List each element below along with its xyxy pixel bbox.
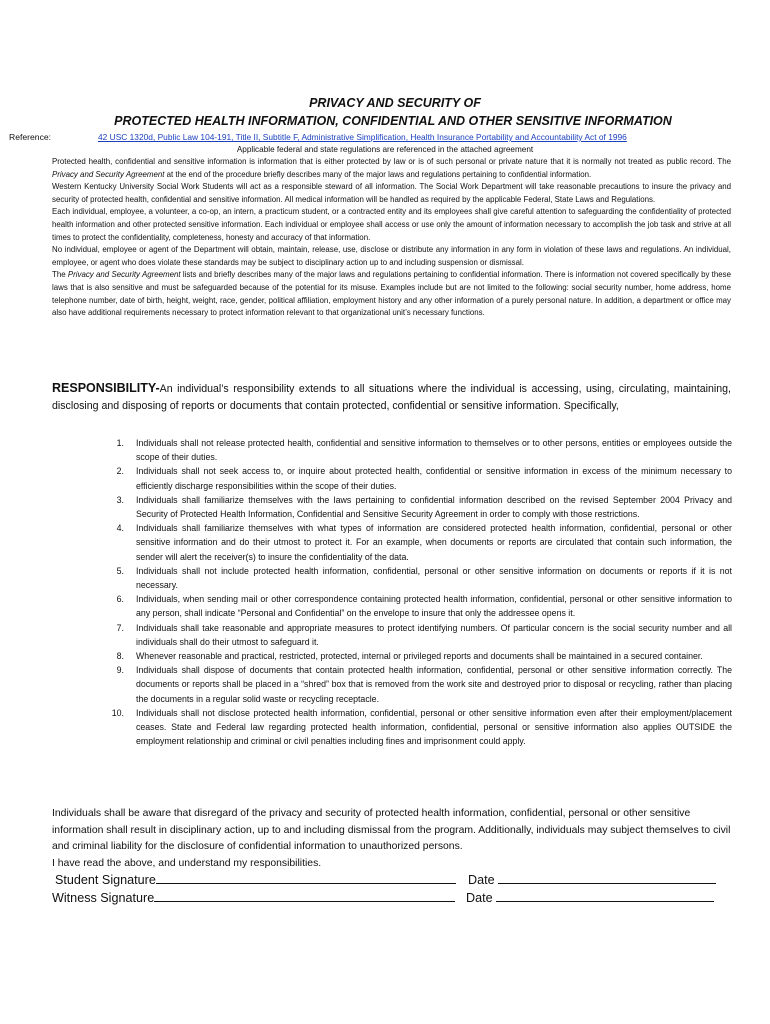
item-number: 2. <box>116 466 124 477</box>
responsibility-item <box>108 621 732 649</box>
reference-label: Reference: <box>9 132 52 142</box>
item-text: Individuals shall dispose of documents that contain protected health information, confidential, personal or other sensitive information correctly. The documents or reports shall be placed in a “shred” box that is removed from the work site and destroyed prior to disposal or recycling, rather than placing the documents in a regular solid waste or recycling receptacle. <box>136 665 732 704</box>
intro-section <box>52 156 731 320</box>
intro-paragraph-4: No individual, employee or agent of the Department will obtain, maintain, release, use, disclose or distribute any information in any form in violation of these laws and regulations. An individual, employee, or agent who does violate these standards may be subject to disciplinary action up to and including suspension or dismissal. <box>52 245 731 267</box>
responsibility-list <box>108 436 732 748</box>
closing-paragraph: Individuals shall be aware that disregard of the privacy and security of protected health information, confidential, personal or other sensitive information shall result in disciplinary action, up to and including dismissal from the program. Additionally, individuals may subject themselves to civil and criminal liability for the disclosure of confidential information to unauthorized persons. <box>52 808 731 852</box>
item-text: Individuals shall not include protected health information, confidential, personal or other sensitive information on documents or reports if it is not necessary. <box>136 565 732 591</box>
responsibility-item <box>108 592 732 620</box>
responsibility-heading: RESPONSIBILITY- <box>52 381 160 395</box>
student-date-label: Date <box>468 873 495 887</box>
item-text: Individuals shall not release protected health, confidential and sensitive information to themselves or to other persons, entities or employees outside the scope of their duties. <box>136 438 732 463</box>
item-number: 6. <box>116 594 124 605</box>
responsibility-item <box>108 706 732 749</box>
item-number: 5. <box>116 565 124 576</box>
responsibility-section <box>52 380 731 414</box>
item-text: Whenever reasonable and practical, restricted, protected, internal or privileged reports and documents shall be maintained in a secured container. <box>136 651 703 662</box>
intro-paragraph-1: Protected health, confidential and sensitive information is information that is either protected by law or is of such personal or private nature that it is normally not treated as public record. The Privacy and Security Agreement at the end of the procedure briefly describes many of the major laws and regulations pertaining to confidential information. <box>52 157 731 179</box>
closing-section <box>52 806 732 872</box>
item-number: 1. <box>116 438 124 448</box>
intro-paragraph-3: Each individual, employee, a volunteer, a co-op, an intern, a practicum student, or a contracted entity and its employees shall give careful attention to safeguarding the confidentiality of protected health information and other protected sensitive information. Each individual or employee shall access or use only the amount of information necessary to accomplish the job task and strive at all times to protect the confidentiality, completeness, honesty and accuracy of that information. <box>52 207 731 242</box>
item-text: Individuals shall not disclose protected health information, confidential, personal or other sensitive information even after their employment/placement ceases. State and Federal law regarding protected health information, confidential, personal or sensitive information also applies OUTSIDE the employment relationship and criminal or civil penalties including fines and imprisonment could apply. <box>136 707 732 747</box>
item-number: 3. <box>116 494 124 505</box>
student-signature-label: Student Signature <box>55 873 156 887</box>
responsibility-item <box>108 464 732 492</box>
student-date-field[interactable] <box>498 871 716 884</box>
student-signature-row <box>55 871 456 887</box>
reference-link[interactable]: 42 USC 1320d, Public Law 104-191, Title II, Subtitle F, Administrative Simplification, Health Insurance Portability and Accountability Act of 1996 <box>98 132 627 142</box>
responsibility-item <box>108 521 732 564</box>
item-number: 4. <box>116 523 124 534</box>
responsibility-item <box>108 663 732 706</box>
student-date-row <box>468 871 716 887</box>
applicable-regulations-note: Applicable federal and state regulations are referenced in the attached agreement <box>236 145 534 154</box>
item-text: Individuals, when sending mail or other correspondence containing protected health information, confidential, personal or other sensitive information to any person, shall indicate “Personal and Confidential” on the envelope to insure that only the addressee opens it. <box>136 594 732 619</box>
item-number: 7. <box>116 622 124 633</box>
responsibility-item <box>108 649 732 663</box>
witness-date-row <box>466 889 714 905</box>
intro-paragraph-5: The Privacy and Security Agreement lists and briefly describes many of the major laws and regulations pertaining to confidential information. There is information not covered specifically by these laws that is also sensitive and must be safeguarded because of the potential for its misuse. Examples include but are not limited to the following: social security number, home address, home telephone number, date of birth, height, weight, race, gender, political affiliation, employment history and any other information of a purely personal nature. In addition, a department or office may also have additional requirements necessary to protect information relevant to that organizational unit’s necessary functions. <box>52 270 731 318</box>
item-text: Individuals shall familiarize themselves with what types of information are considered protected health information, confidential, personal or other sensitive information and do their utmost to protect it. For an example, when documents or reports are circulated that contain such information, the sender will alert the receiver(s) to insure the confidentiality of the data. <box>136 523 732 562</box>
witness-signature-label: Witness Signature <box>52 891 155 905</box>
responsibility-item <box>108 564 732 592</box>
responsibility-item <box>108 436 732 464</box>
item-text: Individuals shall familiarize themselves with the laws pertaining to confidential information described on the revised September 2004 Privacy and Security of Protected Health Information, Confidential and Sensitive Security Agreement in order to comply with those restrictions. <box>136 494 732 520</box>
item-text: Individuals shall not seek access to, or inquire about protected health, confidential or sensitive information in excess of the minimum necessary to efficiently discharge responsibilities within the scope of their duties. <box>136 466 732 491</box>
responsibility-item <box>108 493 732 521</box>
witness-signature-row <box>52 889 455 905</box>
document-title-line1: PRIVACY AND SECURITY OF <box>309 96 481 110</box>
document-title-line2: PROTECTED HEALTH INFORMATION, CONFIDENTIAL AND OTHER SENSITIVE INFORMATION <box>114 114 672 128</box>
item-number: 8. <box>116 651 124 662</box>
intro-paragraph-2: Western Kentucky University Social Work Students will act as a responsible steward of all information. The Social Work Department will take reasonable precautions to insure the privacy and security of protected health, confidential and sensitive information. All medical information will be handled as required by the applicable Federal, State Laws and Regulations. <box>52 182 731 204</box>
item-number: 9. <box>116 665 124 676</box>
acknowledgement-statement: I have read the above, and understand my responsibilities. <box>52 857 322 869</box>
student-signature-field[interactable] <box>156 871 456 884</box>
witness-date-field[interactable] <box>496 889 714 902</box>
witness-date-label: Date <box>466 891 493 905</box>
witness-signature-field[interactable] <box>154 889 455 902</box>
responsibility-text: An individual’s responsibility extends to all situations where the individual is accessing, using, circulating, maintaining, disclosing and disposing of reports or documents that contain protected, confidential or sensitive information. Specifically, <box>52 383 731 412</box>
item-number: 10. <box>111 707 124 718</box>
item-text: Individuals shall take reasonable and appropriate measures to protect identifying numbers. Of particular concern is the social security number and all individuals shall do their utmost to safeguard it. <box>136 622 732 647</box>
